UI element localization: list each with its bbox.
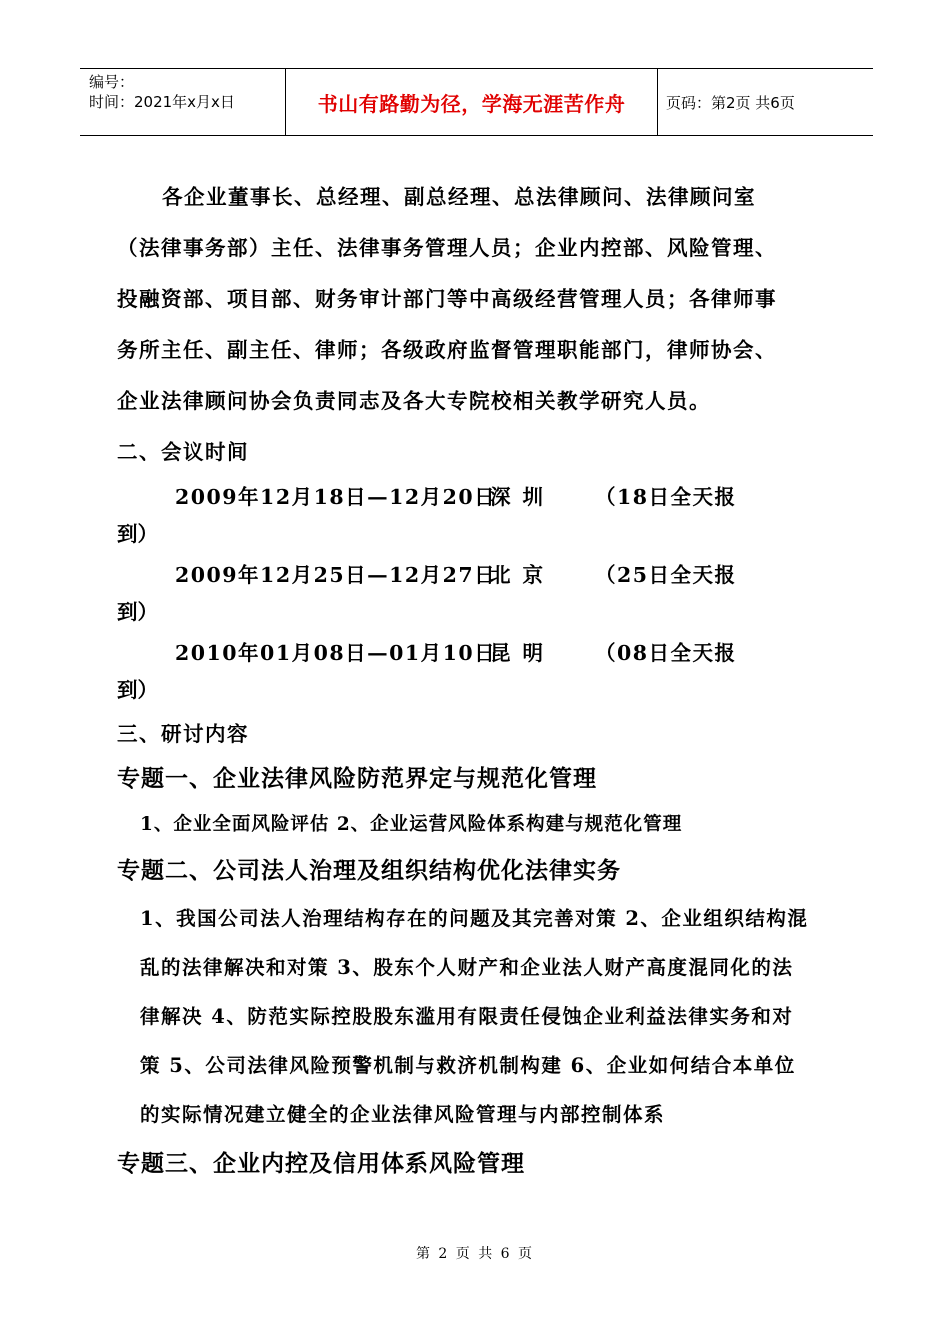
topic-1-title: 专题一、企业法律风险防范界定与规范化管理	[117, 765, 597, 792]
session-city: 深圳	[490, 485, 555, 509]
session-item	[117, 556, 852, 634]
session-city: 昆明	[490, 641, 555, 665]
session-item	[117, 634, 852, 712]
session-city: 北京	[490, 563, 555, 587]
intro-line-2: （法律事务部）主任、法律事务管理人员；企业内控部、风险管理、	[117, 236, 777, 260]
session-note-tail: 到）	[117, 678, 158, 702]
session-note: （08日全天报	[595, 641, 737, 665]
topic-2-line-2: 乱的法律解决和对策 3、股东个人财产和企业法人财产高度混同化的法	[140, 956, 794, 979]
header-motto-cell	[286, 69, 658, 135]
session-note-tail: 到）	[117, 522, 158, 546]
header-meta-cell	[80, 69, 286, 135]
topic-2-line-5: 的实际情况建立健全的企业法律风险管理与内部控制体系	[140, 1103, 666, 1126]
motto-text: 书山有路勤为径，学海无涯苦作舟	[317, 91, 626, 116]
topic-2-line-3: 律解决 4、防范实际控股股东滥用有限责任侵蚀企业利益法律实务和对	[140, 1005, 794, 1028]
intro-line-1: 各企业董事长、总经理、副总经理、总法律顾问、法律顾问室	[162, 185, 756, 209]
document-body	[117, 172, 852, 1187]
session-note: （18日全天报	[595, 485, 737, 509]
topic-2-line-1: 1、我国公司法人治理结构存在的问题及其完善对策 2、企业组织结构混	[140, 907, 809, 930]
intro-line-3: 投融资部、项目部、财务审计部门等中高级经营管理人员；各律师事	[117, 287, 777, 311]
session-note: （25日全天报	[595, 563, 737, 587]
time-label: 时间：2021年x月x日	[89, 93, 235, 111]
topic-2-title: 专题二、公司法人治理及组织结构优化法律实务	[117, 857, 621, 884]
section-3-title: 三、研讨内容	[117, 722, 249, 746]
code-label: 编号：	[89, 73, 135, 91]
session-dates: 2010年01月08日—01月10日	[175, 641, 497, 665]
header-page-cell	[658, 69, 873, 135]
page-info: 页码：第2页 共6页	[666, 93, 795, 112]
intro-line-4: 务所主任、副主任、律师；各级政府监督管理职能部门，律师协会、	[117, 338, 777, 362]
session-dates: 2009年12月25日—12月27日	[175, 563, 497, 587]
session-note-tail: 到）	[117, 600, 158, 624]
section-2-title: 二、会议时间	[117, 440, 249, 464]
topic-3-title: 专题三、企业内控及信用体系风险管理	[117, 1150, 525, 1177]
intro-line-5: 企业法律顾问协会负责同志及各大专院校相关教学研究人员。	[117, 389, 711, 413]
session-dates: 2009年12月18日—12月20日	[175, 485, 497, 509]
session-item	[117, 478, 852, 556]
topic-1-items: 1、企业全面风险评估 2、企业运营风险体系构建与规范化管理	[140, 814, 683, 835]
document-header	[80, 68, 873, 136]
page-footer: 第 2 页 共 6 页	[415, 1246, 535, 1262]
topic-2-line-4: 策 5、公司法律风险预警机制与救济机制构建 6、企业如何结合本单位	[140, 1054, 796, 1077]
